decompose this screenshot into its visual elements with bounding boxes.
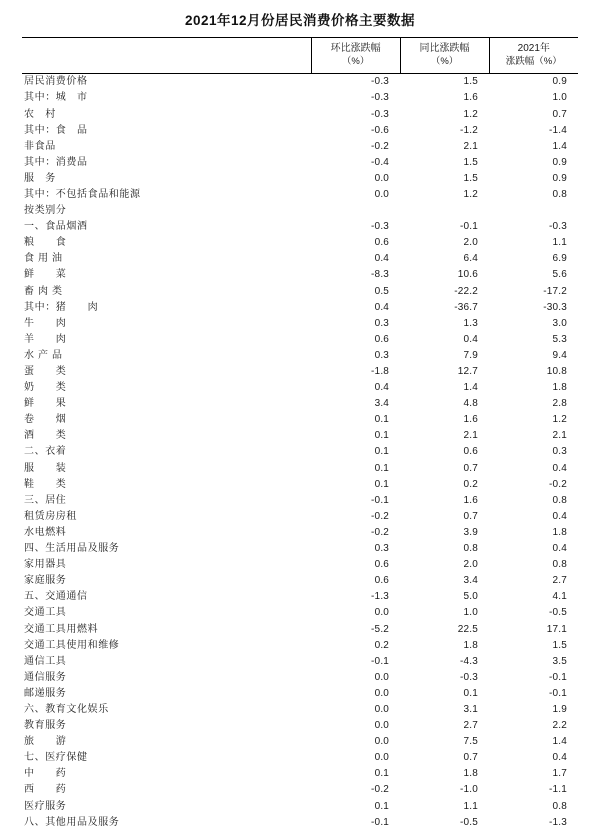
row-value-1: 0.0 [374,703,390,715]
row-value-1: 0.2 [374,639,390,651]
row-label: 畜 肉 类 [24,285,63,297]
row-value-1: -0.2 [371,526,390,538]
table-row [22,557,578,573]
table-row [22,171,578,187]
row-value-1: 0.0 [374,607,390,619]
row-value-1: -0.1 [371,816,390,828]
row-value-1: -0.2 [371,140,390,152]
row-value-3: 1.5 [552,639,567,651]
row-value-3: 1.0 [552,92,567,104]
row-value-1: 3.4 [374,398,390,410]
row-label: 八、其他用品及服务 [24,816,120,828]
table-row [22,444,578,460]
table-row [22,782,578,798]
row-value-2: 10.6 [457,269,479,281]
row-value-3: 2.2 [552,720,567,732]
row-value-2: 1.2 [463,188,479,200]
row-value-1: -0.2 [371,510,390,522]
table-row [22,670,578,686]
row-value-3: 0.9 [552,172,567,184]
table-row [22,477,578,493]
table-row [22,155,578,171]
row-value-1: -0.6 [371,124,390,136]
table-row [22,123,578,139]
column-header-category [22,38,311,74]
row-value-2: 7.9 [463,349,479,361]
table-row [22,300,578,316]
row-value-2: 3.9 [463,526,479,538]
table-body [22,74,578,831]
row-value-2: 4.8 [463,398,479,410]
row-label: 一、食品烟酒 [24,221,88,233]
row-value-2: 0.1 [463,687,479,699]
row-label: 六、教育文化娱乐 [24,703,109,715]
row-value-3: 5.3 [552,333,567,345]
row-value-1: 0.1 [374,462,390,474]
table-row [22,251,578,267]
row-value-2: -1.2 [459,124,479,136]
row-value-1: 0.3 [374,349,390,361]
row-value-2: 0.8 [463,543,479,555]
table-row [22,203,578,219]
row-value-3: 1.9 [552,703,567,715]
row-value-3: 3.0 [552,317,567,329]
row-value-3: 1.4 [552,140,567,152]
row-value-1: 0.4 [374,382,390,394]
row-value-3: 1.8 [552,382,567,394]
column-header-annual-title: 2021年 [517,43,550,54]
row-label: 卷 烟 [24,414,67,426]
row-label: 其中：食 品 [24,124,88,136]
row-value-2: 1.6 [463,414,479,426]
row-value-1: 0.4 [374,301,390,313]
row-value-2: 0.7 [463,510,479,522]
row-value-3: 1.4 [552,736,567,748]
row-value-2: 1.0 [463,607,479,619]
table-row [22,638,578,654]
row-label: 旅 游 [24,736,67,748]
table-row [22,686,578,702]
table-row [22,380,578,396]
row-value-3: 4.1 [552,591,567,603]
row-value-1 [311,203,400,219]
row-label: 其中：不包括食品和能源 [24,188,141,200]
page-title: 2021年12月份居民消费价格主要数据 [184,13,416,28]
row-value-3: 0.4 [552,462,567,474]
row-label: 服 务 [24,172,56,184]
table-row [22,396,578,412]
row-value-2: 1.5 [463,156,479,168]
row-label: 三、居住 [24,494,67,506]
row-value-1: 0.0 [374,671,390,683]
row-value-3: 10.8 [546,366,567,377]
row-value-1: -0.1 [371,655,390,667]
row-label: 鲜 菜 [24,269,67,281]
row-value-1: -0.3 [371,92,390,104]
table-row [22,316,578,332]
row-label: 医疗服务 [24,800,67,812]
row-value-2: -1.0 [459,784,479,796]
row-label: 五、交通通信 [24,591,88,603]
row-value-1: 0.6 [374,559,390,571]
row-label: 羊 肉 [24,333,67,345]
row-value-1: 0.4 [374,253,390,265]
table-row [22,815,578,831]
row-value-3: 17.1 [546,623,567,635]
row-value-3: -0.1 [548,687,567,699]
column-header-annual [489,38,578,74]
row-value-2 [400,203,489,219]
row-value-2: 1.8 [463,639,479,651]
row-value-1: -0.4 [371,156,390,168]
table-row [22,74,578,91]
row-label: 其中：消费品 [24,156,88,168]
row-value-1: -0.3 [371,76,390,88]
row-value-3: -0.2 [548,478,567,490]
row-value-1: 0.0 [374,720,390,732]
table-row [22,90,578,106]
table-row [22,267,578,283]
row-value-3: 1.1 [552,237,567,249]
column-header-yoy-title: 同比涨跌幅 [419,43,470,54]
row-value-1: 0.0 [374,687,390,699]
row-value-3: 0.3 [552,446,567,458]
row-value-1: -0.3 [371,108,390,120]
table-row [22,525,578,541]
row-value-1: 0.1 [374,446,390,458]
row-value-3: -1.1 [548,784,567,796]
row-value-2: 1.6 [463,92,479,104]
row-label: 家庭服务 [24,575,67,587]
row-value-3: 9.4 [552,349,567,361]
row-value-3: -0.3 [548,221,567,233]
row-label: 酒 类 [24,430,67,442]
row-value-1: 0.1 [374,800,390,812]
row-label: 奶 类 [24,382,67,394]
row-label: 中 药 [24,768,67,780]
row-label: 鞋 类 [24,478,67,490]
row-label: 居民消费价格 [24,76,88,88]
table-row [22,428,578,444]
column-header-yoy-unit: （%） [430,55,459,67]
row-value-3: -1.4 [548,124,567,136]
row-value-1: 0.1 [374,478,390,490]
row-value-2: -0.3 [459,671,479,683]
row-value-2: 1.4 [463,382,479,394]
row-value-1: -8.3 [371,269,390,281]
row-label: 蛋 类 [24,366,67,377]
table-row [22,493,578,509]
row-value-3: -0.5 [548,607,567,619]
column-header-mom-title: 环比涨跌幅 [330,43,381,54]
table-row [22,348,578,364]
table-row [22,541,578,557]
row-value-3: 0.8 [552,800,567,812]
row-value-3: 0.7 [552,108,567,120]
row-value-2: 2.7 [463,720,479,732]
row-value-3: 1.7 [552,768,567,780]
row-value-3 [489,203,578,219]
table-row [22,509,578,525]
row-value-1: 0.0 [374,172,390,184]
row-label: 粮 食 [24,237,67,249]
row-value-2: 0.2 [463,478,479,490]
row-value-1: 0.0 [374,752,390,764]
row-label: 水电燃料 [24,526,67,538]
row-value-1: 0.3 [374,317,390,329]
row-value-3: 0.4 [552,543,567,555]
table-row [22,799,578,815]
table-row [22,734,578,750]
row-label: 西 药 [24,784,67,796]
row-label: 家用器具 [24,559,67,571]
row-value-2: 6.4 [463,253,479,265]
row-value-1: 0.5 [374,285,390,297]
row-value-1: -0.2 [371,784,390,796]
table-row [22,718,578,734]
table-row [22,750,578,766]
row-value-1: -1.3 [371,591,390,603]
table-row [22,107,578,123]
row-value-3: 3.5 [552,655,567,667]
row-value-2: -22.2 [454,285,479,297]
row-value-1: 0.3 [374,543,390,555]
row-value-3: -17.2 [543,285,567,297]
row-value-2: 5.0 [463,591,479,603]
row-value-3: 2.8 [552,398,567,410]
row-label: 按类别分 [24,205,67,217]
row-label: 服 装 [24,462,67,474]
row-value-2: 2.1 [463,430,479,442]
row-value-2: 1.2 [463,108,479,120]
row-value-2: 0.7 [463,752,479,764]
row-value-2: 3.4 [463,575,479,587]
table-row [22,605,578,621]
row-label: 其中：猪 肉 [24,301,99,313]
row-value-3: 0.9 [552,156,567,168]
row-label: 交通工具 [24,607,67,619]
row-value-3: -1.3 [548,816,567,828]
row-value-2: 7.5 [463,736,479,748]
row-value-3: 0.9 [552,76,567,88]
row-label: 七、医疗保健 [24,752,88,764]
cpi-data-table [22,37,578,831]
row-value-3: 5.6 [552,269,567,281]
row-label: 食 用 油 [24,253,63,265]
row-value-2: 0.7 [463,462,479,474]
table-row [22,364,578,380]
row-value-2: -0.1 [459,221,479,233]
row-value-1: 0.0 [374,188,390,200]
row-label: 二、衣着 [24,446,67,458]
table-row [22,219,578,235]
table-row [22,284,578,300]
row-value-1: 0.1 [374,430,390,442]
row-label: 水 产 品 [24,349,63,361]
row-label: 通信服务 [24,671,67,683]
row-value-2: 1.5 [463,172,479,184]
row-value-1: -1.8 [371,366,390,377]
row-value-2: 22.5 [457,623,479,635]
row-value-3: 0.8 [552,559,567,571]
row-value-3: 0.4 [552,510,567,522]
table-row [22,139,578,155]
row-value-3: 0.8 [552,494,567,506]
row-label: 牛 肉 [24,317,67,329]
row-label: 邮递服务 [24,687,67,699]
column-header-yoy [400,38,489,74]
row-value-2: 2.0 [463,237,479,249]
row-label: 教育服务 [24,720,67,732]
row-label: 非食品 [24,140,56,152]
row-label: 鲜 果 [24,398,67,410]
row-label: 其中：城 市 [24,92,88,104]
table-header-row [22,38,578,74]
row-value-1: -0.1 [371,494,390,506]
table-row [22,702,578,718]
table-row [22,589,578,605]
row-label: 租赁房房租 [24,510,77,522]
table-row [22,235,578,251]
column-header-annual-unit: 涨跌幅（%） [505,55,562,67]
row-value-1: 0.6 [374,575,390,587]
row-label: 通信工具 [24,655,67,667]
row-value-1: -5.2 [371,623,390,635]
row-value-3: 1.8 [552,526,567,538]
table-row [22,412,578,428]
row-value-3: 0.4 [552,752,567,764]
table-row [22,622,578,638]
row-label: 农 村 [24,108,56,120]
row-value-1: 0.1 [374,414,390,426]
row-value-2: 0.4 [463,333,479,345]
table-row [22,187,578,203]
row-value-3: -30.3 [543,301,567,313]
table-row [22,461,578,477]
table-row [22,332,578,348]
row-value-2: 2.0 [463,559,479,571]
table-row [22,654,578,670]
row-value-2: 2.1 [463,140,479,152]
row-value-2: 12.7 [457,366,479,377]
row-value-2: 1.8 [463,768,479,780]
row-value-2: 1.1 [463,800,479,812]
row-value-3: 2.7 [552,575,567,587]
row-value-2: 1.6 [463,494,479,506]
row-value-3: 2.1 [552,430,567,442]
row-value-2: 1.5 [463,76,479,88]
row-value-3: -0.1 [548,671,567,683]
table-row [22,573,578,589]
row-value-1: 0.6 [374,333,390,345]
row-label: 四、生活用品及服务 [24,543,120,555]
row-label: 交通工具使用和维修 [24,639,120,651]
row-value-2: -36.7 [454,301,479,313]
row-value-2: 0.6 [463,446,479,458]
row-value-3: 1.2 [552,414,567,426]
table-row [22,766,578,782]
column-header-mom [311,38,400,74]
row-value-1: 0.0 [374,736,390,748]
row-value-2: -4.3 [459,655,479,667]
row-value-2: 1.3 [463,317,479,329]
row-label: 交通工具用燃料 [24,623,99,635]
row-value-1: 0.1 [374,768,390,780]
row-value-2: -0.5 [459,816,479,828]
row-value-1: -0.3 [371,221,390,233]
column-header-mom-unit: （%） [341,55,370,67]
row-value-2: 3.1 [463,703,479,715]
row-value-3: 0.8 [552,188,567,200]
row-value-3: 6.9 [552,253,567,265]
row-value-1: 0.6 [374,237,390,249]
